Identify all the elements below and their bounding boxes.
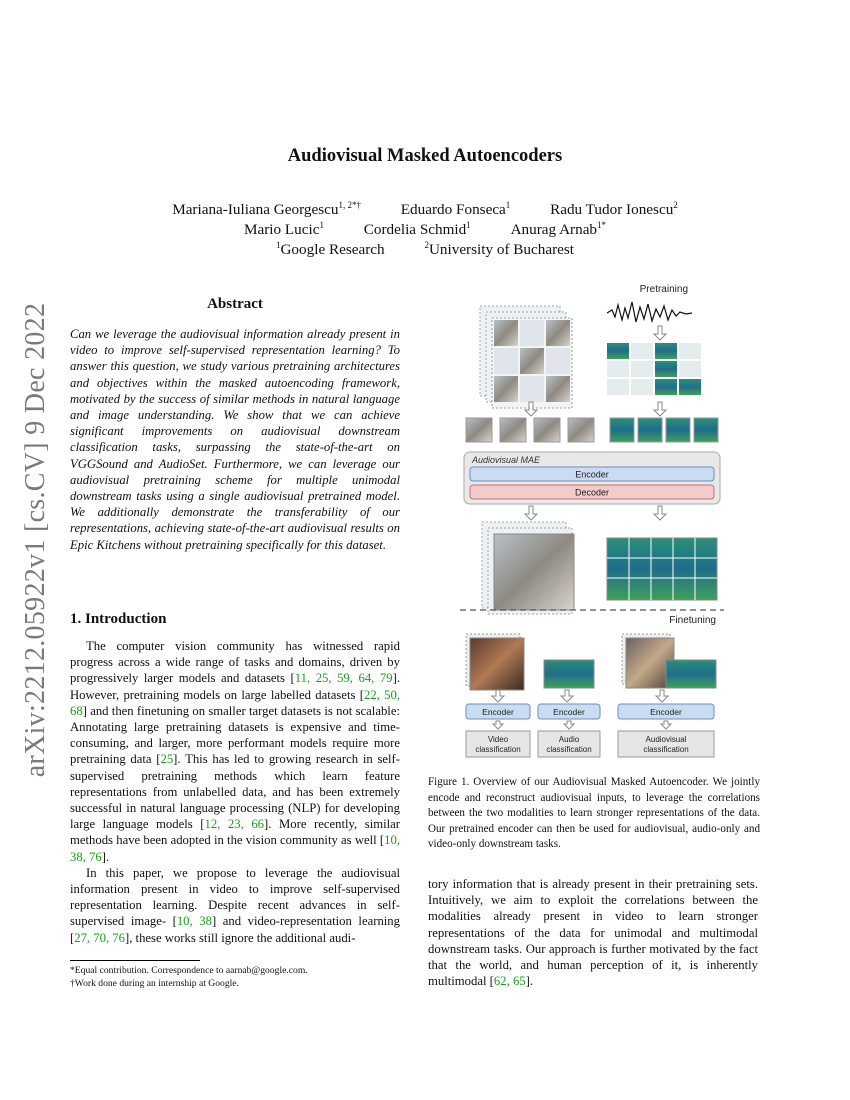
arxiv-id: arXiv:2212.05922v1 [cs.CV] 9 Dec 2022 [20,302,51,778]
arrow-down-icon [656,690,668,702]
intro-paragraph-1: The computer vision community has witnessed rapid progress across a wide range of tasks and domains, driven by progressively larger models and datasets [11, 25, 59, 64, 79]. However, pretraining models on large labelled datasets [22, 50, 68] and then finetuning on smaller target datasets is not scalable: Annotating large pretraining datasets is expensive and time-consuming, and larger, more performant models require more pretraining data [25]. This has led to growing research in self-supervised pretraining methods which learn feature representations from unlabelled data, and has been extremely successful in natural language processing (NLP) for developing large language models [12, 23, 66]. More recently, similar methods have been adopted in the vision community as well [10, 38, 76]. [70,639,401,864]
output-label: classification [546,745,592,754]
author: Mario Lucic$^1$ [243,219,324,238]
masked-spectrogram-grid [607,343,701,395]
reconstructed-video-frames [482,522,574,614]
right-column-text: tory information that is already present in their pretraining sets. Intuitively, we aim to exploit the correlations between the modalities already present in video to learn stronger representations of the data for unimodal and multimodal downstream tasks. Our approach is further motivated by the fact that the world, and human perception of it, is inherently multimodal [62, 65]. [428,877,758,989]
output-label: Audio [558,735,580,744]
section-heading-introduction: 1. Introduction [70,611,167,627]
author: Eduardo Fonseca$^1$ [400,199,511,218]
arrow-down-icon [561,690,573,702]
finetune-audiovisual-input [622,634,716,688]
author: Mariana-Iuliana Georgescu$^{1, 2*\dagger}$ [172,199,361,218]
figure-1-caption: Figure 1. Overview of our Audiovisual Masked Autoencoder. We jointly encode and reconstruct audiovisual inputs, to leverage the correlations between the two modalities to learn stronger representations of the data. Our pretrained encoder can then be used for audiovisual, audio-only and video-only downstream tasks. [428,776,760,851]
figure-1-diagram [452,280,732,760]
arrow-down-icon [661,721,671,729]
footnote: †Work done during an internship at Google. [70,978,239,989]
finetuning-label: Finetuning [669,615,716,626]
decoder-label: Decoder [574,487,610,498]
encoder-label: Encoder [575,469,609,480]
figure-1 [452,280,732,760]
encoder-label: Encoder [650,707,682,717]
author-row-1 [100,200,750,219]
footnotes [70,964,410,990]
arrow-down-icon [654,326,666,340]
video-patch-tokens [466,418,594,442]
intro-paragraph-2: In this paper, we propose to leverage the audiovisual information present in video to improve self-supervised representation learning. Despite recent advances in self-supervised image- [10, 38] and video-representation learning [27, 70, 76], these works still ignore the additional audi- [70,865,400,945]
masked-video-frames [480,306,572,408]
affiliation: $^2$University of Bucharest [424,239,575,258]
audio-waveform [607,302,692,322]
citation-link[interactable]: 22, 50, 68 [70,687,400,718]
citation-link[interactable]: 27, 70, 76 [74,930,125,945]
reconstructed-spectrogram [607,538,717,600]
encoder-label: Encoder [482,707,514,717]
citation-link[interactable]: 62, 65 [493,974,526,989]
citation-link[interactable]: 10, 38 [176,914,212,929]
citation-link[interactable]: 12, 23, 66 [204,817,265,832]
footnote-rule [70,960,200,961]
arxiv-stamp [6,300,66,780]
affiliations [100,240,750,259]
arrow-down-icon [492,690,504,702]
arrow-down-icon [654,402,666,416]
encoder-label: Encoder [553,707,585,717]
output-label: Audiovisual [645,735,687,744]
footnote: *Equal contribution. Correspondence to aarnab@google.com. [70,965,308,976]
intro-body [70,638,400,946]
author-row-2 [100,220,750,239]
audio-patch-tokens [610,418,718,442]
pretraining-label: Pretraining [639,284,688,295]
audiovisual-mae-box [464,452,720,504]
output-label: Video [487,735,509,744]
output-label: classification [643,745,689,754]
affiliation: $^1$Google Research [275,239,385,258]
arrow-down-icon [564,721,574,729]
finetune-video-input [466,634,524,690]
mae-label: Audiovisual MAE [472,455,541,465]
author: Cordelia Schmid$^1$ [363,219,471,238]
arrow-down-icon [493,721,503,729]
finetune-audio-input [544,660,594,688]
abstract-text: Can we leverage the audiovisual information already present in video to improve self-supervised representation learning? To answer this question, we study various pretraining architectures and objectives within the masked autoencoding framework, motivated by the success of similar methods in natural language and image understanding. We show that we can achieve significant improvements on audiovisual downstream classification tasks, surpassing the state-of-the-art on VGGSound and AudioSet. Furthermore, we can leverage our audiovisual pretraining scheme for multiple unimodal downstream tasks using a single audiovisual pretrained model. We additionally demonstrate the transferability of our representations, achieving state-of-the-art audiovisual results on Epic Kitchens without pretraining specifically for this dataset. [70,327,400,552]
abstract-heading: Abstract [207,296,263,312]
citation-link[interactable]: 11, 25, 59, 64, 79 [294,671,393,686]
citation-link[interactable]: 25 [160,752,174,767]
arrow-down-icon [525,506,537,520]
citation-link[interactable]: 10, 38, 76 [70,833,400,864]
paper-title: Audiovisual Masked Autoencoders [287,146,563,166]
arrow-down-icon [654,506,666,520]
author: Radu Tudor Ionescu$^2$ [550,199,678,218]
output-label: classification [475,745,521,754]
author: Anurag Arnab$^{1*}$ [510,219,607,238]
